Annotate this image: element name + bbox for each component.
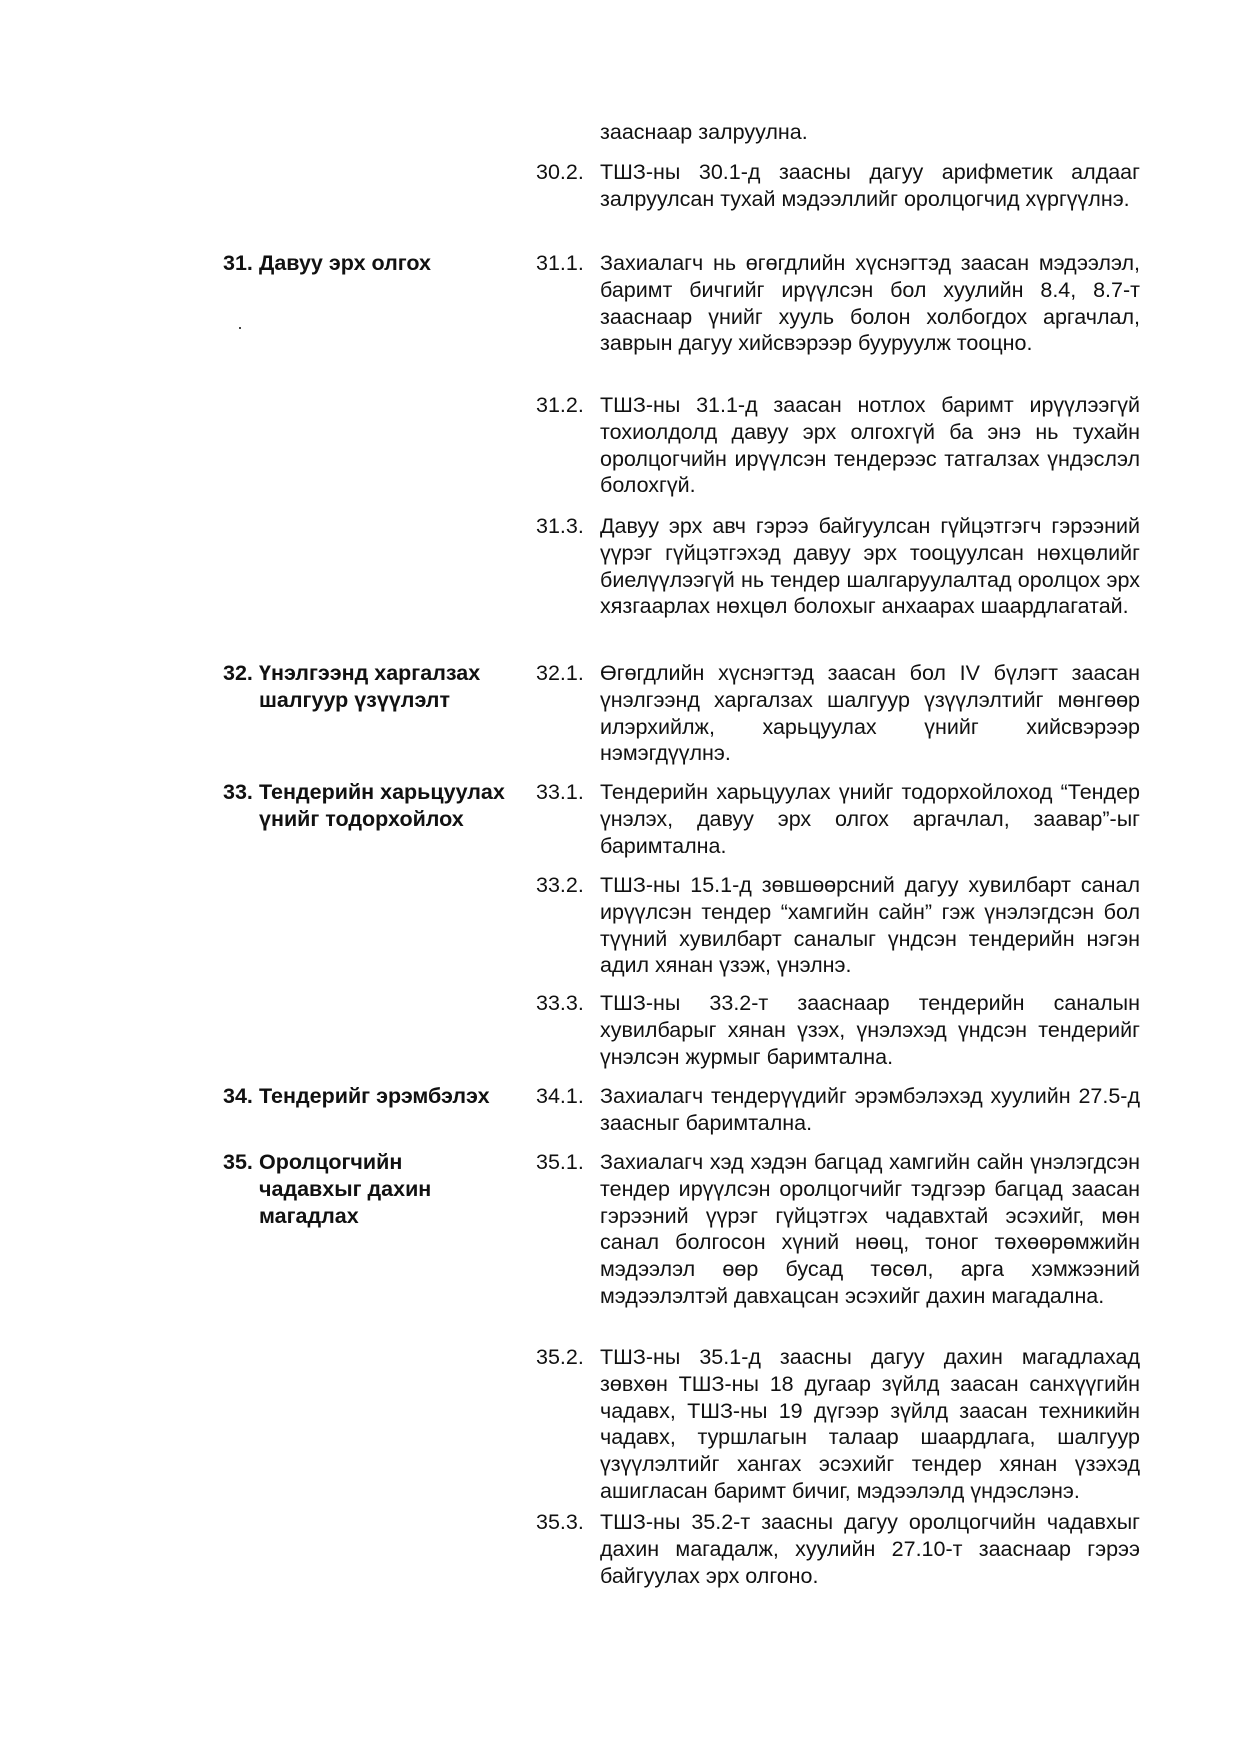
clause-33-1 [536, 779, 1140, 859]
section-heading-31 [223, 250, 523, 277]
continuation-text: зааснаар залруулна. [600, 120, 808, 144]
clause-text: Тендерийн харьцуулах үнийг тодорхойлоход “Тендер үнэлэх, давуу эрх олгох аргачлал, заавар”-ыг баримтална. [600, 780, 1140, 858]
clause-31-3 [536, 513, 1140, 620]
clause-number: 31.2. [536, 393, 584, 417]
section-title: Тендерийн харьцуулах үнийг тодорхойлох [259, 780, 505, 831]
clause-text: Өгөгдлийн хүснэгтэд заасан бол IV бүлэгт заасан үнэлгээнд харгалзах шалгуур үзүүлэлтийг мөнгөөр илэрхийлж, харьцуулах үнийг хийсвэрээр нэмэгдүүлнэ. [600, 661, 1140, 766]
clause-35-3 [536, 1509, 1140, 1589]
clause-number: 31.1. [536, 251, 584, 275]
clause-33-2 [536, 872, 1140, 979]
clause-number: 31.3. [536, 514, 584, 538]
clause-continuation [536, 119, 1140, 146]
clause-number: 30.2. [536, 160, 584, 184]
clause-text: ТШЗ-ны 31.1-д заасан нотлох баримт ирүүлээгүй тохиолдолд давуу эрх олгохгүй ба энэ нь тухайн оролцогчийн ирүүлсэн тендерээс татгалзах үндэслэл болохгүй. [600, 393, 1140, 498]
section-heading-34 [223, 1083, 523, 1110]
section-heading-32 [223, 660, 523, 714]
section-number: 33. [223, 780, 253, 804]
section-title: Давуу эрх олгох [259, 251, 431, 275]
clause-text: ТШЗ-ны 15.1-д зөвшөөрсний дагуу хувилбарт санал ирүүлсэн тендер “хамгийн сайн” гэж үнэлэгдсэн бол түүний хувилбарт саналыг үндсэн тендерийн нэгэн адил хянан үзэж, үнэлнэ. [600, 873, 1140, 978]
clause-31-2 [536, 392, 1140, 499]
clause-31-1 [536, 250, 1140, 357]
clause-number: 33.3. [536, 991, 584, 1015]
section-title: Үнэлгээнд харгалзах шалгуур үзүүлэлт [259, 661, 481, 712]
clause-35-1 [536, 1149, 1140, 1310]
section-heading-35 [223, 1149, 463, 1229]
section-number: 34. [223, 1084, 253, 1108]
clause-number: 35.2. [536, 1345, 584, 1369]
clause-32-1 [536, 660, 1140, 767]
clause-number: 33.1. [536, 780, 584, 804]
clause-33-3 [536, 990, 1140, 1070]
clause-34-1 [536, 1083, 1140, 1137]
section-number: 35. [223, 1150, 253, 1174]
clause-number: 35.3. [536, 1510, 584, 1534]
clause-number: 34.1. [536, 1084, 584, 1108]
stray-dot [239, 327, 241, 329]
clause-number: 32.1. [536, 661, 584, 685]
clause-text: ТШЗ-ны 30.1-д заасны дагуу арифметик алдааг залруулсан тухай мэдээллийг оролцогчид хүргүүлнэ. [600, 160, 1140, 211]
clause-30-2 [536, 159, 1140, 213]
section-heading-33 [223, 779, 523, 833]
clause-text: Захиалагч тендерүүдийг эрэмбэлэхэд хуулийн 27.5-д заасныг баримтална. [600, 1084, 1140, 1135]
clause-text: Захиалагч нь өгөгдлийн хүснэгтэд заасан мэдээлэл, баримт бичгийг ирүүлсэн бол хуулийн 8.4, 8.7-т зааснаар үнийг хууль болон холбогдох аргачлал, заврын дагуу хийсвэрээр бууруулж тооцно. [600, 251, 1140, 356]
clause-text: ТШЗ-ны 35.2-т заасны дагуу оролцогчийн чадавхыг дахин магадалж, хуулийн 27.10-т зааснаар гэрээ байгуулах эрх олгоно. [600, 1510, 1140, 1588]
clause-text: Давуу эрх авч гэрээ байгуулсан гүйцэтгэгч гэрээний үүрэг гүйцэтгэхэд давуу эрх тооцуулсан нөхцөлийг биелүүлээгүй нь тендер шалгаруулалтад оролцох эрх хязгаарлах нөхцөл болохыг анхаарах шаардлагатай. [600, 514, 1140, 619]
clause-number: 35.1. [536, 1150, 584, 1174]
clause-text: Захиалагч хэд хэдэн багцад хамгийн сайн үнэлэгдсэн тендер ирүүлсэн оролцогчийг тэдгээр багцад заасан гэрээний үүрэг гүйцэтгэх чадавхтай эсэхийг, мөн санал болгосон хүний нөөц, тоног төхөөрөмжийн мэдээлэл өөр бусад төсөл, арга хэмжээний мэдээлэлтэй давхацсан эсэхийг дахин магадална. [600, 1150, 1140, 1308]
section-title: Оролцогчийн чадавхыг дахин магадлах [259, 1150, 432, 1228]
clause-number: 33.2. [536, 873, 584, 897]
clause-text: ТШЗ-ны 35.1-д заасны дагуу дахин магадлахад зөвхөн ТШЗ-ны 18 дугаар зүйлд заасан санхүүгийн чадавх, ТШЗ-ны 19 дүгээр зүйлд заасан техникийн чадавх, туршлагын талаар шаардлага, шалгуур үзүүлэлтийг хангах эсэхийг тендер хянан үзэхэд ашигласан баримт бичиг, мэдээлэлд үндэслэнэ. [600, 1345, 1140, 1503]
section-number: 32. [223, 661, 253, 685]
clause-35-2 [536, 1344, 1140, 1505]
clause-text: ТШЗ-ны 33.2-т зааснаар тендерийн саналын хувилбарыг хянан үзэх, үнэлэхэд үндсэн тендерийг үнэлсэн журмыг баримтална. [600, 991, 1140, 1069]
section-number: 31. [223, 251, 253, 275]
section-title: Тендерийг эрэмбэлэх [259, 1084, 490, 1108]
